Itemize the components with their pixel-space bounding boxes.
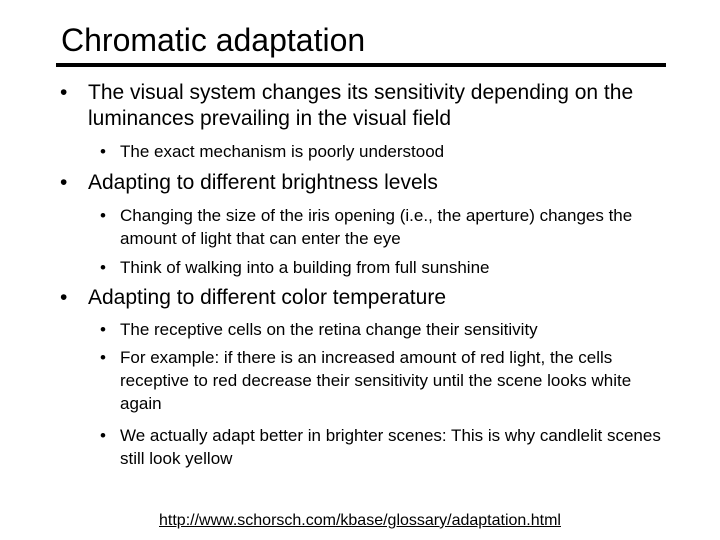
slide-title: Chromatic adaptation	[61, 22, 366, 58]
sub-bullet-text: We actually adapt better in brighter scenes: This is why candlelit scenes still look yellow	[120, 426, 661, 468]
sub-bullet-text: Think of walking into a building from full sunshine	[120, 258, 490, 277]
sub-bullet-item	[100, 204, 670, 250]
bullet-text: The visual system changes its sensitivity depending on the luminances prevailing in the visual field	[88, 81, 634, 130]
bullet-text: Adapting to different color temperature	[88, 286, 446, 309]
bullet-marker: •	[60, 81, 68, 104]
sub-bullet-item	[100, 424, 670, 470]
reference-link[interactable]: http://www.schorsch.com/kbase/glossary/adaptation.html	[159, 512, 561, 529]
sub-bullet-text: Changing the size of the iris opening (i.e., the aperture) changes the amount of light that can enter the eye	[120, 206, 633, 248]
bullet-marker: •	[60, 286, 68, 309]
sub-bullet-item	[100, 140, 670, 163]
sub-bullet-item	[100, 318, 670, 341]
bullet-item	[60, 170, 660, 196]
sub-bullet-marker: •	[100, 348, 106, 367]
sub-bullet-text: The receptive cells on the retina change their sensitivity	[120, 320, 538, 339]
bullet-marker: •	[60, 171, 68, 194]
title-divider	[56, 63, 666, 67]
bullet-item	[60, 285, 660, 311]
sub-bullet-marker: •	[100, 258, 106, 277]
sub-bullet-marker: •	[100, 320, 106, 339]
sub-bullet-text: For example: if there is an increased amount of red light, the cells receptive to red decrease their sensitivity until the scene looks white again	[120, 348, 632, 413]
sub-bullet-marker: •	[100, 206, 106, 225]
sub-bullet-marker: •	[100, 426, 106, 445]
sub-bullet-text: The exact mechanism is poorly understood	[120, 142, 445, 161]
sub-bullet-item	[100, 346, 670, 415]
bullet-text: Adapting to different brightness levels	[88, 171, 438, 194]
sub-bullet-item	[100, 256, 670, 279]
sub-bullet-marker: •	[100, 142, 106, 161]
bullet-item	[60, 80, 660, 132]
